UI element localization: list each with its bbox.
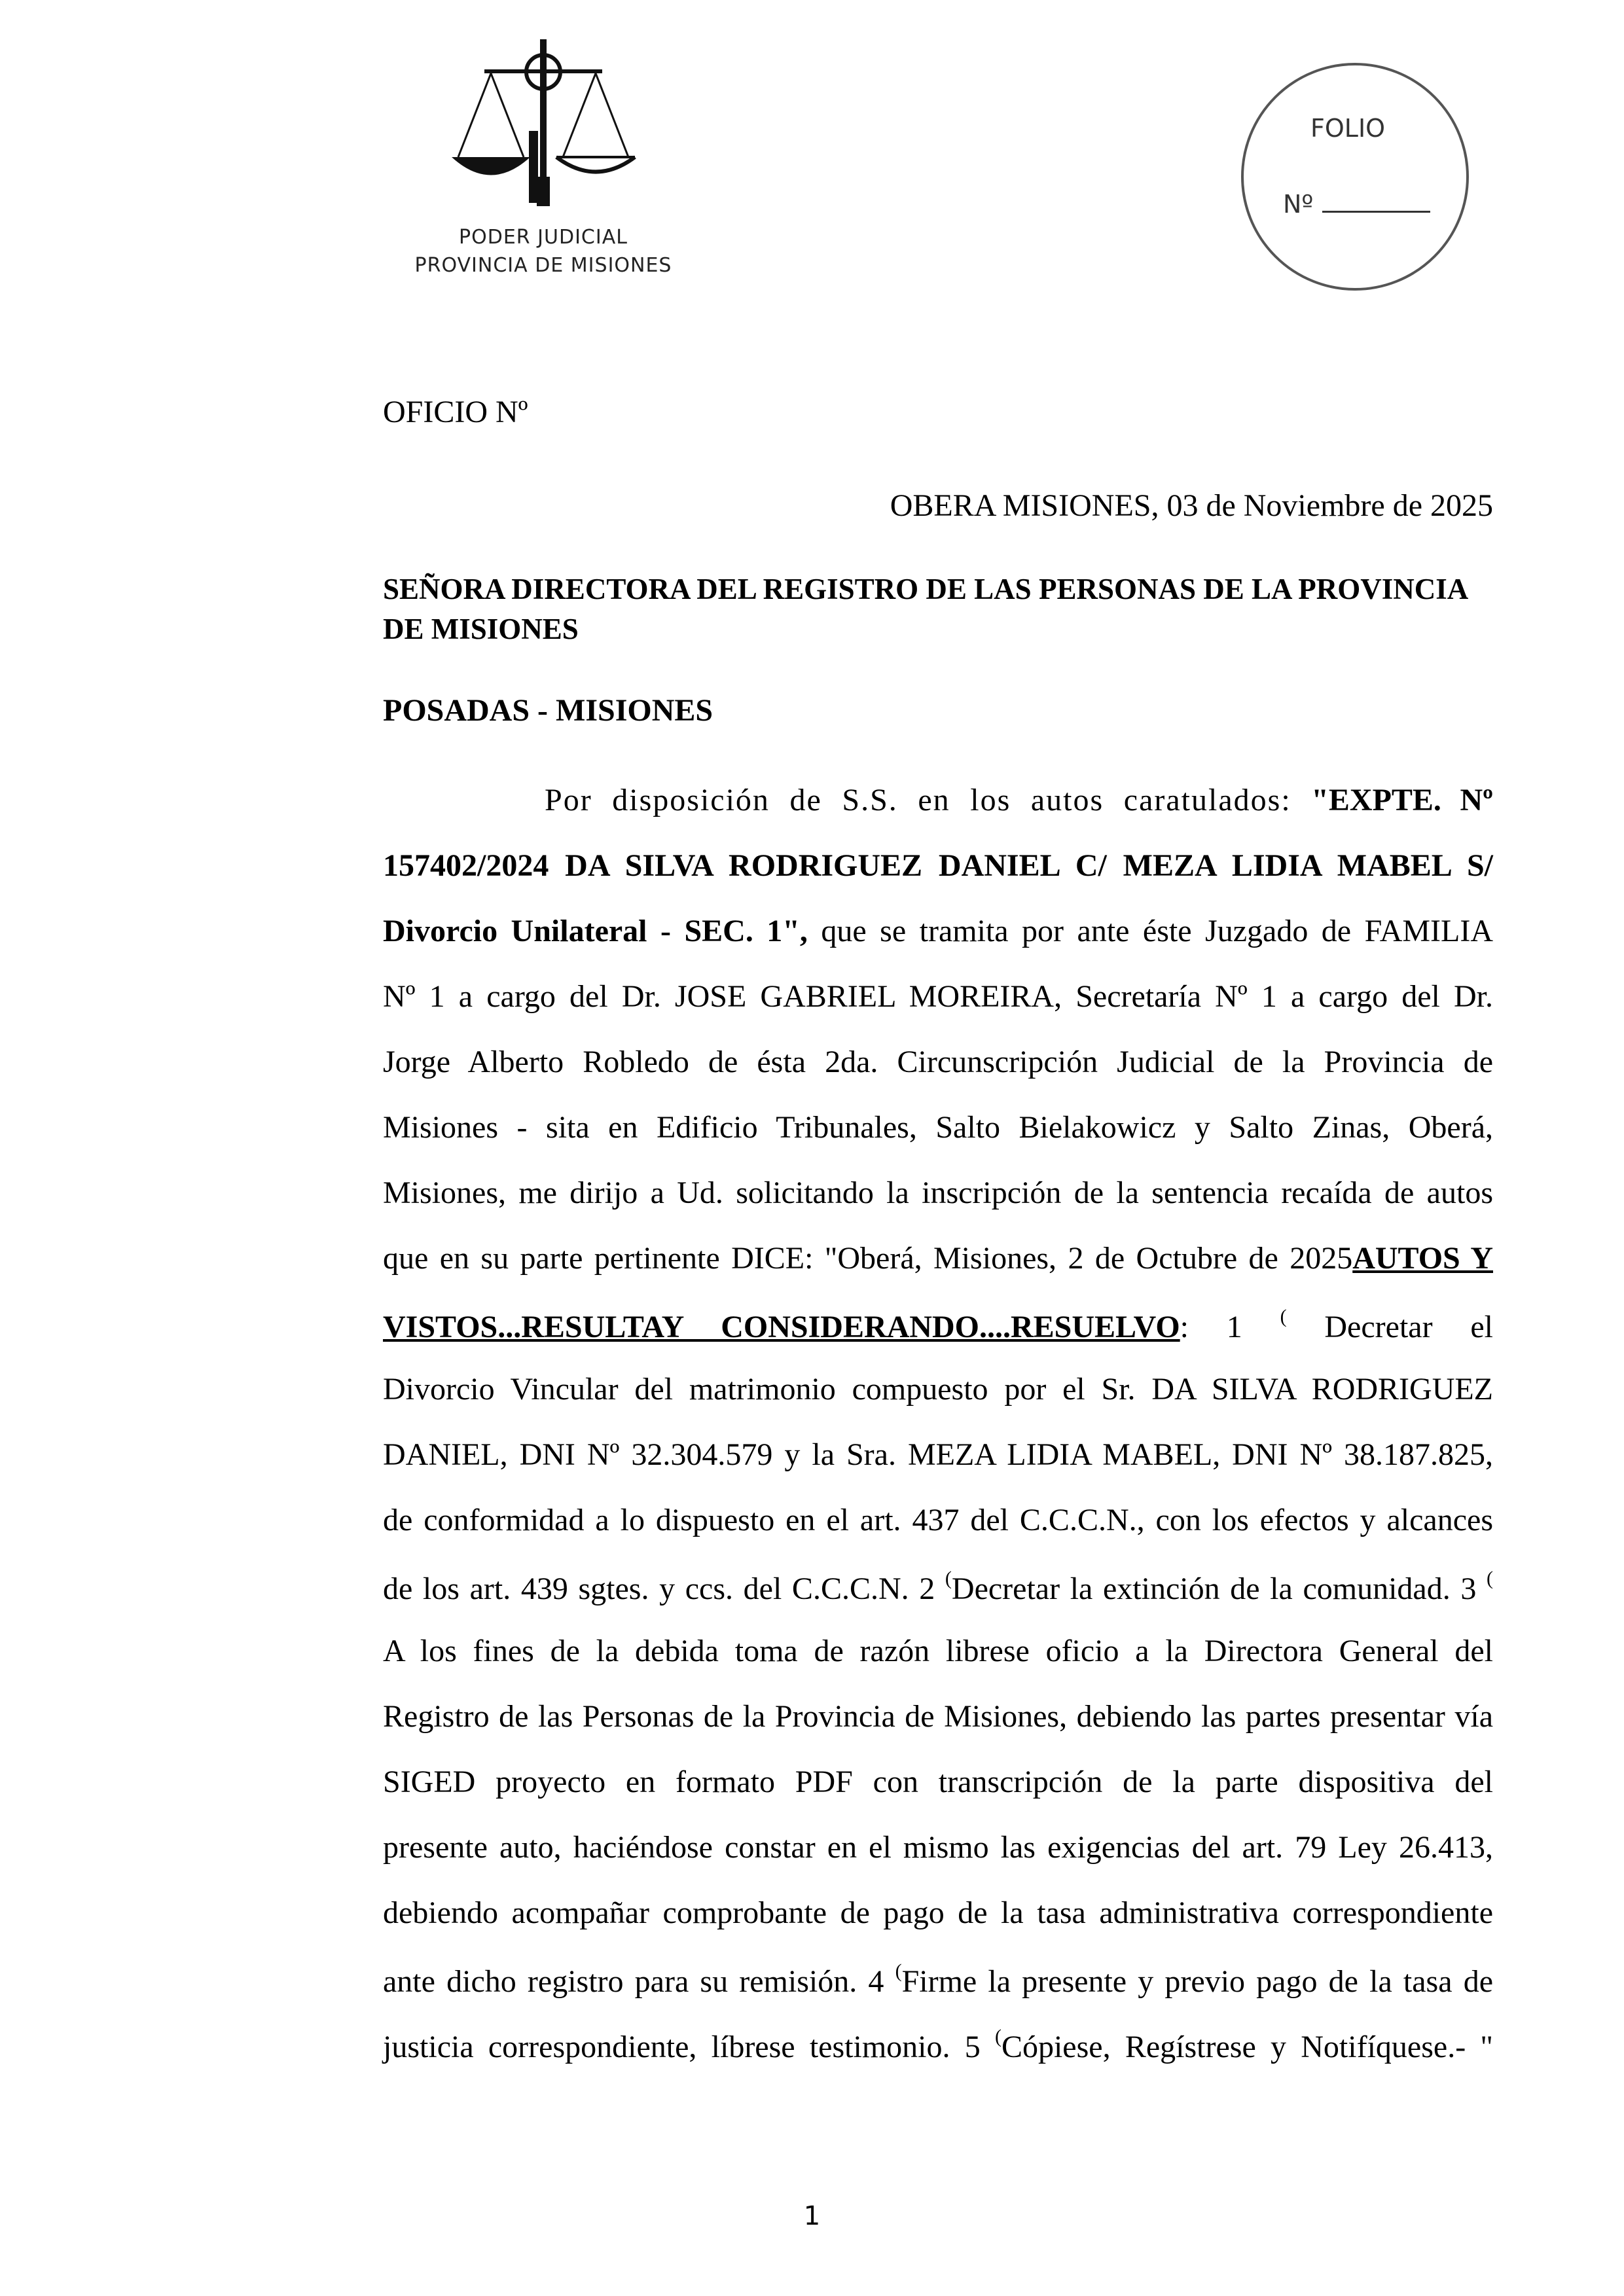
page-number: 1	[803, 2201, 821, 2231]
resolution-heading-start: AUTOS Y	[1352, 1241, 1494, 1276]
logo-text-line-2: PROVINCIA DE MISIONES	[414, 254, 672, 277]
body-line-3	[383, 913, 1493, 949]
body-line-17: presente auto, haciéndose constar en el mismo las exigencias del art. 79 Ley 26.413,	[383, 1830, 1493, 1865]
body-text: Firme la presente y previo pago de la tasa de	[901, 1964, 1493, 1999]
body-text: que se tramita por ante éste Juzgado de FAMILIA	[807, 914, 1493, 948]
body-line-9	[383, 1306, 1493, 1345]
addressee-line-1: SEÑORA DIRECTORA DEL REGISTRO DE LAS PERSONAS DE LA PROVINCIA	[383, 573, 1469, 605]
item-marker: (	[945, 1568, 952, 1589]
body-line-7: Misiones, me dirijo a Ud. solicitando la inscripción de la sentencia recaída de autos	[383, 1175, 1493, 1210]
logo-text-line-1: PODER JUDICIAL	[459, 226, 628, 249]
item-marker: (	[1487, 1568, 1493, 1589]
folio-label: FOLIO	[1310, 114, 1386, 143]
body-text: ante dicho registro para su remisión. 4	[383, 1964, 895, 1999]
body-line-1	[545, 782, 1493, 818]
item-marker: (	[994, 2026, 1001, 2047]
body-text: de los art. 439 sgtes. y ccs. del C.C.C.N. 2	[383, 1571, 945, 1606]
item-marker: (	[1280, 1306, 1287, 1327]
folio-number-label: Nº	[1283, 190, 1314, 219]
body-text: Decretar la extinción de la comunidad. 3	[951, 1571, 1487, 1606]
addressee-line-2: DE MISIONES	[383, 613, 579, 645]
body-text: justicia correspondiente, líbrese testimonio. 5	[383, 2030, 995, 2064]
body-line-20	[383, 2026, 1493, 2065]
body-line-2: 157402/2024 DA SILVA RODRIGUEZ DANIEL C/ MEZA LIDIA MABEL S/	[383, 848, 1493, 883]
body-line-6: Misiones - sita en Edificio Tribunales, Salto Bielakowicz y Salto Zinas, Oberá,	[383, 1110, 1493, 1145]
body-text: que en su parte pertinente DICE: "Oberá, Misiones, 2 de Octubre de 2025	[383, 1241, 1353, 1276]
body-line-12: de conformidad a lo dispuesto en el art. 437 del C.C.C.N., con los efectos y alcances	[383, 1503, 1493, 1537]
body-text: Decretar el	[1286, 1310, 1494, 1344]
body-line-15: Registro de las Personas de la Provincia de Misiones, debiendo las partes presentar vía	[383, 1699, 1493, 1734]
folio-number	[1283, 190, 1430, 219]
body-line-16: SIGED proyecto en formato PDF con transcripción de la parte dispositiva del	[383, 1765, 1493, 1799]
court-logo	[399, 39, 687, 288]
body-line-4: Nº 1 a cargo del Dr. JOSE GABRIEL MOREIRA, Secretaría Nº 1 a cargo del Dr.	[383, 979, 1493, 1014]
body-text: Por disposición de S.S. en los autos caratulados:	[545, 783, 1312, 817]
folio-stamp	[1237, 59, 1473, 295]
body-line-8	[383, 1240, 1493, 1276]
resolution-heading-end: VISTOS...RESULTAY CONSIDERANDO....RESUELVO	[383, 1310, 1180, 1344]
scales-of-justice-icon	[439, 39, 648, 216]
body-line-14: A los fines de la debida toma de razón librese oficio a la Directora General del	[383, 1634, 1493, 1668]
case-ref-end: Divorcio Unilateral - SEC. 1",	[383, 914, 808, 948]
body-line-19	[383, 1960, 1493, 2000]
item-marker: (	[895, 1960, 902, 1982]
case-ref-start: "EXPTE. Nº	[1311, 783, 1494, 817]
place-and-date: OBERA MISIONES, 03 de Noviembre de 2025	[890, 488, 1493, 523]
body-line-10: Divorcio Vincular del matrimonio compuesto por el Sr. DA SILVA RODRIGUEZ	[383, 1372, 1493, 1407]
body-line-18: debiendo acompañar comprobante de pago de la tasa administrativa correspondiente	[383, 1895, 1493, 1930]
body-line-5: Jorge Alberto Robledo de ésta 2da. Circunscripción Judicial de la Provincia de	[383, 1045, 1493, 1079]
body-text: Cópiese, Regístrese y Notifíquese.- "	[1001, 2030, 1493, 2064]
body-line-11: DANIEL, DNI Nº 32.304.579 y la Sra. MEZA LIDIA MABEL, DNI Nº 38.187.825,	[383, 1437, 1493, 1472]
body-text: : 1	[1180, 1310, 1280, 1344]
addressee-city: POSADAS - MISIONES	[383, 693, 713, 728]
folio-circle-icon	[1237, 59, 1473, 295]
folio-blank-line	[1322, 191, 1430, 213]
oficio-number: OFICIO Nº	[383, 395, 528, 429]
body-line-13	[383, 1568, 1493, 1607]
